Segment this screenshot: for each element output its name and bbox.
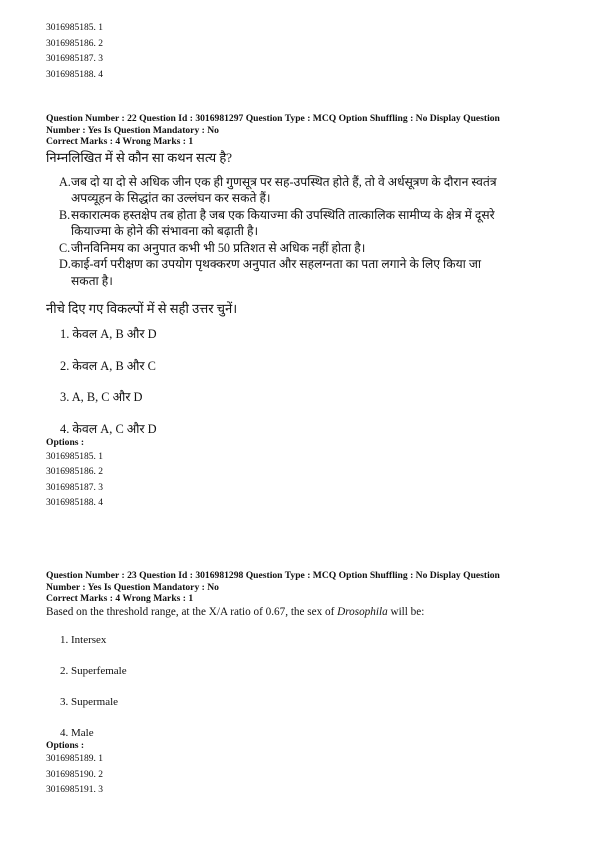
answer-choice: 1. Intersex [60, 633, 107, 646]
statement-c [59, 240, 566, 257]
statement-list [59, 174, 566, 290]
answer-choice: 2. Superfemale [60, 664, 127, 677]
answer-choice: 1. केवल A, B और D [60, 327, 157, 341]
answer-choice: 3. A, B, C और D [60, 390, 143, 404]
options-list [46, 450, 566, 512]
option-code: 3016985186. 2 [46, 467, 103, 477]
question-stem-text: Based on the threshold range, at the X/A ratio of 0.67, the sex of [46, 605, 338, 618]
statement-letter: D. [59, 257, 71, 271]
option-code: 3016985188. 4 [46, 69, 103, 80]
choose-prompt: नीचे दिए गए विकल्पों में से सही उत्तर चुनें। [46, 301, 238, 316]
question-stem [46, 605, 566, 620]
option-code: 3016985186. 2 [46, 38, 103, 49]
answer-list [46, 326, 566, 437]
option-code: 3016985185. 1 [46, 451, 103, 462]
statement-text: कियाज्मा के होने की संभावना को बढ़ाती है। [71, 224, 259, 238]
answer-list [46, 633, 566, 740]
option-code: 3016985185. 1 [46, 23, 103, 33]
statement-a [59, 174, 566, 207]
option-code: 3016985190. 2 [46, 769, 103, 780]
question-meta-line: Number : Yes Is Question Mandatory : No [46, 581, 219, 593]
question-stem-species: Drosophila [337, 605, 388, 618]
statement-text: काई-वर्ग परीक्षण का उपयोग पृथक्करण अनुपात और सहलग्नता का पता लगाने के लिए किया जा [71, 257, 482, 271]
statement-text: सकता है। [71, 273, 113, 288]
statement-text: अपव्यूहन के सिद्धांत का उल्लंघन कर सकते हैं। [71, 191, 271, 205]
question-22 [46, 113, 566, 512]
statement-text: सकारात्मक हस्तक्षेप तब होता है जब एक कियाज्मा की उपस्थिति तात्कालिक सामीप्य के क्षेत्र में दूसरे [71, 207, 495, 222]
answer-choice: 2. केवल A, B और C [60, 359, 156, 373]
statement-d [59, 256, 566, 289]
options-list [46, 752, 566, 799]
statement-b [59, 207, 566, 240]
statement-text: जीनविनिमय का अनुपात कभी भी 50 प्रतिशत से अधिक नहीं होता है। [71, 240, 366, 255]
option-code: 3016985189. 1 [46, 754, 103, 764]
question-meta-line: Number : Yes Is Question Mandatory : No [46, 124, 219, 136]
question-meta-line: Question Number : 23 Question Id : 3016981298 Question Type : MCQ Option Shuffling : No Display Question [46, 570, 500, 581]
question-marks: Correct Marks : 4 Wrong Marks : 1 [46, 136, 194, 147]
question-stem-text: will be: [387, 605, 425, 618]
option-code: 3016985187. 3 [46, 482, 103, 493]
option-code: 3016985187. 3 [46, 54, 103, 64]
option-code: 3016985191. 3 [46, 785, 103, 795]
question-marks: Correct Marks : 4 Wrong Marks : 1 [46, 593, 194, 604]
answer-choice: 3. Supermale [60, 695, 119, 708]
statement-letter: C. [59, 240, 71, 255]
answer-choice: 4. Male [60, 726, 94, 739]
options-label: Options : [46, 739, 85, 751]
question-stem: निम्नलिखित में से कौन सा कथन सत्य है? [46, 149, 233, 165]
question-meta-line: Question Number : 22 Question Id : 3016981297 Question Type : MCQ Option Shuffling : No Display Question [46, 113, 500, 124]
statement-letter: A. [59, 174, 71, 189]
top-options-list [46, 21, 103, 83]
option-code: 3016985188. 4 [46, 498, 103, 508]
answer-choice: 4. केवल A, C और D [60, 422, 157, 436]
question-23 [46, 570, 566, 799]
options-label: Options : [46, 437, 85, 448]
statement-letter: B. [59, 207, 71, 222]
statement-text: जब दो या दो से अधिक जीन एक ही गुणसूत्र पर सह-उपस्थित होते हैं, तो वे अर्धसूत्रण के दौरान स्वतंत्र [71, 174, 497, 189]
